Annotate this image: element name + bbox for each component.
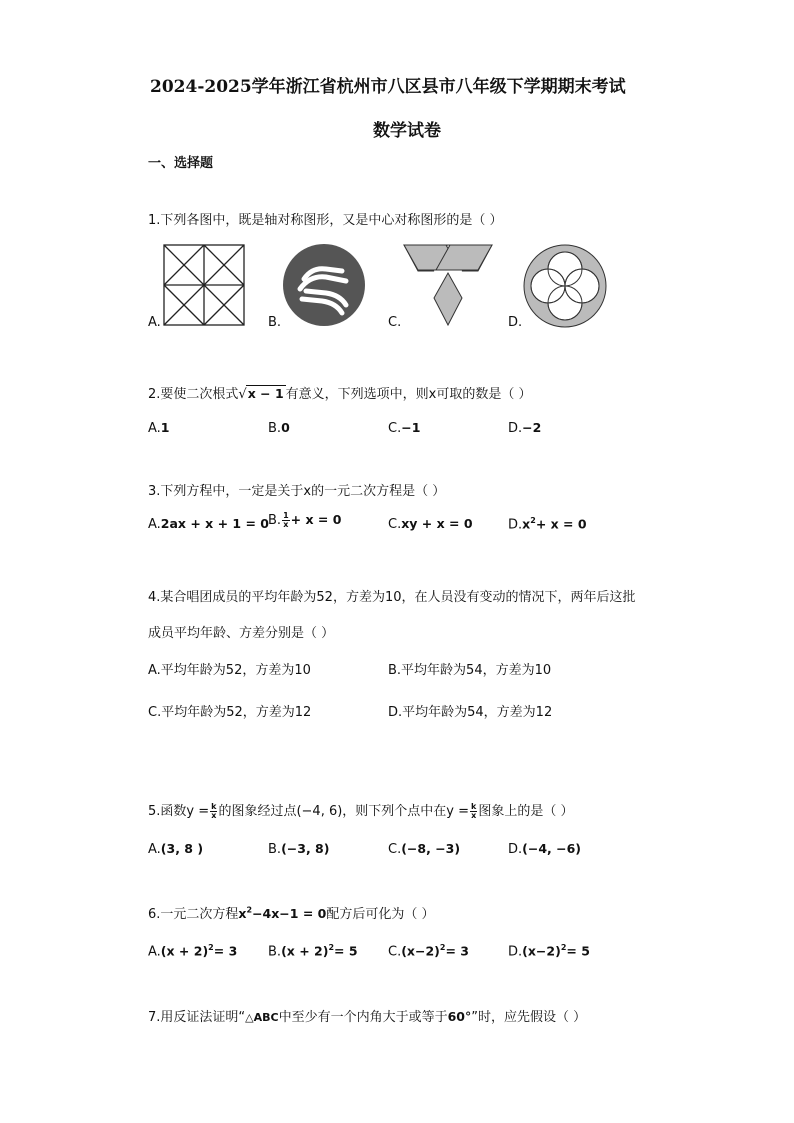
page-title: 2024-2025学年浙江省杭州市八区县市八年级下学期期末考试: [150, 77, 626, 97]
q4-option-d: D.平均年龄为54，方差为12: [388, 705, 553, 720]
section-heading: 一、选择题: [148, 156, 214, 171]
question-5-stem: 5.函数y = $\frac{k}{x}$ 的图象经过点(−4, 6)，则下列个点中在y = $\frac{k}{x}$ 图象上的是（ ）: [148, 802, 574, 820]
q1-option-c: C.: [388, 315, 402, 330]
q5-option-c: C.(−8, −3): [388, 841, 461, 857]
q1-option-b: B.: [268, 315, 282, 330]
question-3-stem: 3.下列方程中，一定是关于x的一元二次方程是（ ）: [148, 484, 446, 499]
q3-option-d: $D.x^2+ x = 0$: [508, 516, 587, 533]
q2-stem-before: 2.要使二次根式: [148, 387, 239, 402]
question-4-stem-line1: 4.某合唱团成员的平均年龄为52，方差为10，在人员没有变动的情况下，两年后这批: [148, 590, 636, 605]
q2-option-c: C.−1: [388, 420, 421, 436]
pinwheel-icon: [162, 243, 246, 327]
q1-option-a: A.: [148, 315, 161, 330]
radical-sign: √: [238, 387, 247, 402]
china-mobile-logo-icon: [282, 243, 366, 327]
question-1-stem: 1.下列各图中，既是轴对称图形，又是中心对称图形的是（ ）: [148, 213, 503, 228]
q2-option-a: A.1: [148, 420, 170, 436]
q5-option-a: A.(3, 8 ): [148, 841, 204, 857]
q6-option-c: $C.(x-2)^2= 3$: [388, 943, 469, 960]
q6-option-b: $B.(x + 2)^2= 5$: [268, 943, 358, 960]
question-2-stem: [148, 383, 531, 402]
q6-option-a: $A.(x + 2)^2= 3$: [148, 943, 238, 960]
q3-option-b: B. $\frac{1}{x}$ + x = 0: [268, 511, 342, 529]
q4-option-b: B.平均年龄为54，方差为10: [388, 663, 552, 678]
three-rhombus-icon: [402, 243, 494, 327]
q2-option-d: D.−2: [508, 420, 542, 436]
q5-option-d: D.(−4, −6): [508, 841, 582, 857]
question-6-stem: 6.一元二次方程$x^2-4x-1 = 0$配方后可化为（ ）: [148, 905, 435, 922]
page-subtitle: 数学试卷: [373, 121, 441, 141]
question-7-stem: 7.用反证法证明“△ABC中至少有一个内角大于或等于60°”时，应先假设（ ）: [148, 1009, 587, 1025]
q2-option-b: B.0: [268, 420, 290, 436]
q5-option-b: B.(−3, 8): [268, 841, 330, 857]
q1-option-d: D.: [508, 315, 523, 330]
q6-option-d: $D.(x-2)^2= 5$: [508, 943, 590, 960]
q4-option-a: A.平均年龄为52，方差为10: [148, 663, 311, 678]
four-circles-icon: [522, 243, 608, 329]
q4-option-c: C.平均年龄为52，方差为12: [148, 705, 312, 720]
q3-option-c: C.xy + x = 0: [388, 516, 473, 532]
q2-stem-after: 有意义，下列选项中，则x可取的数是（ ）: [285, 387, 532, 402]
radicand: x − 1: [247, 386, 284, 401]
q3-option-a: A.2ax + x + 1 = 0: [148, 516, 269, 532]
question-4-stem-line2: 成员平均年龄、方差分别是（ ）: [148, 626, 335, 641]
